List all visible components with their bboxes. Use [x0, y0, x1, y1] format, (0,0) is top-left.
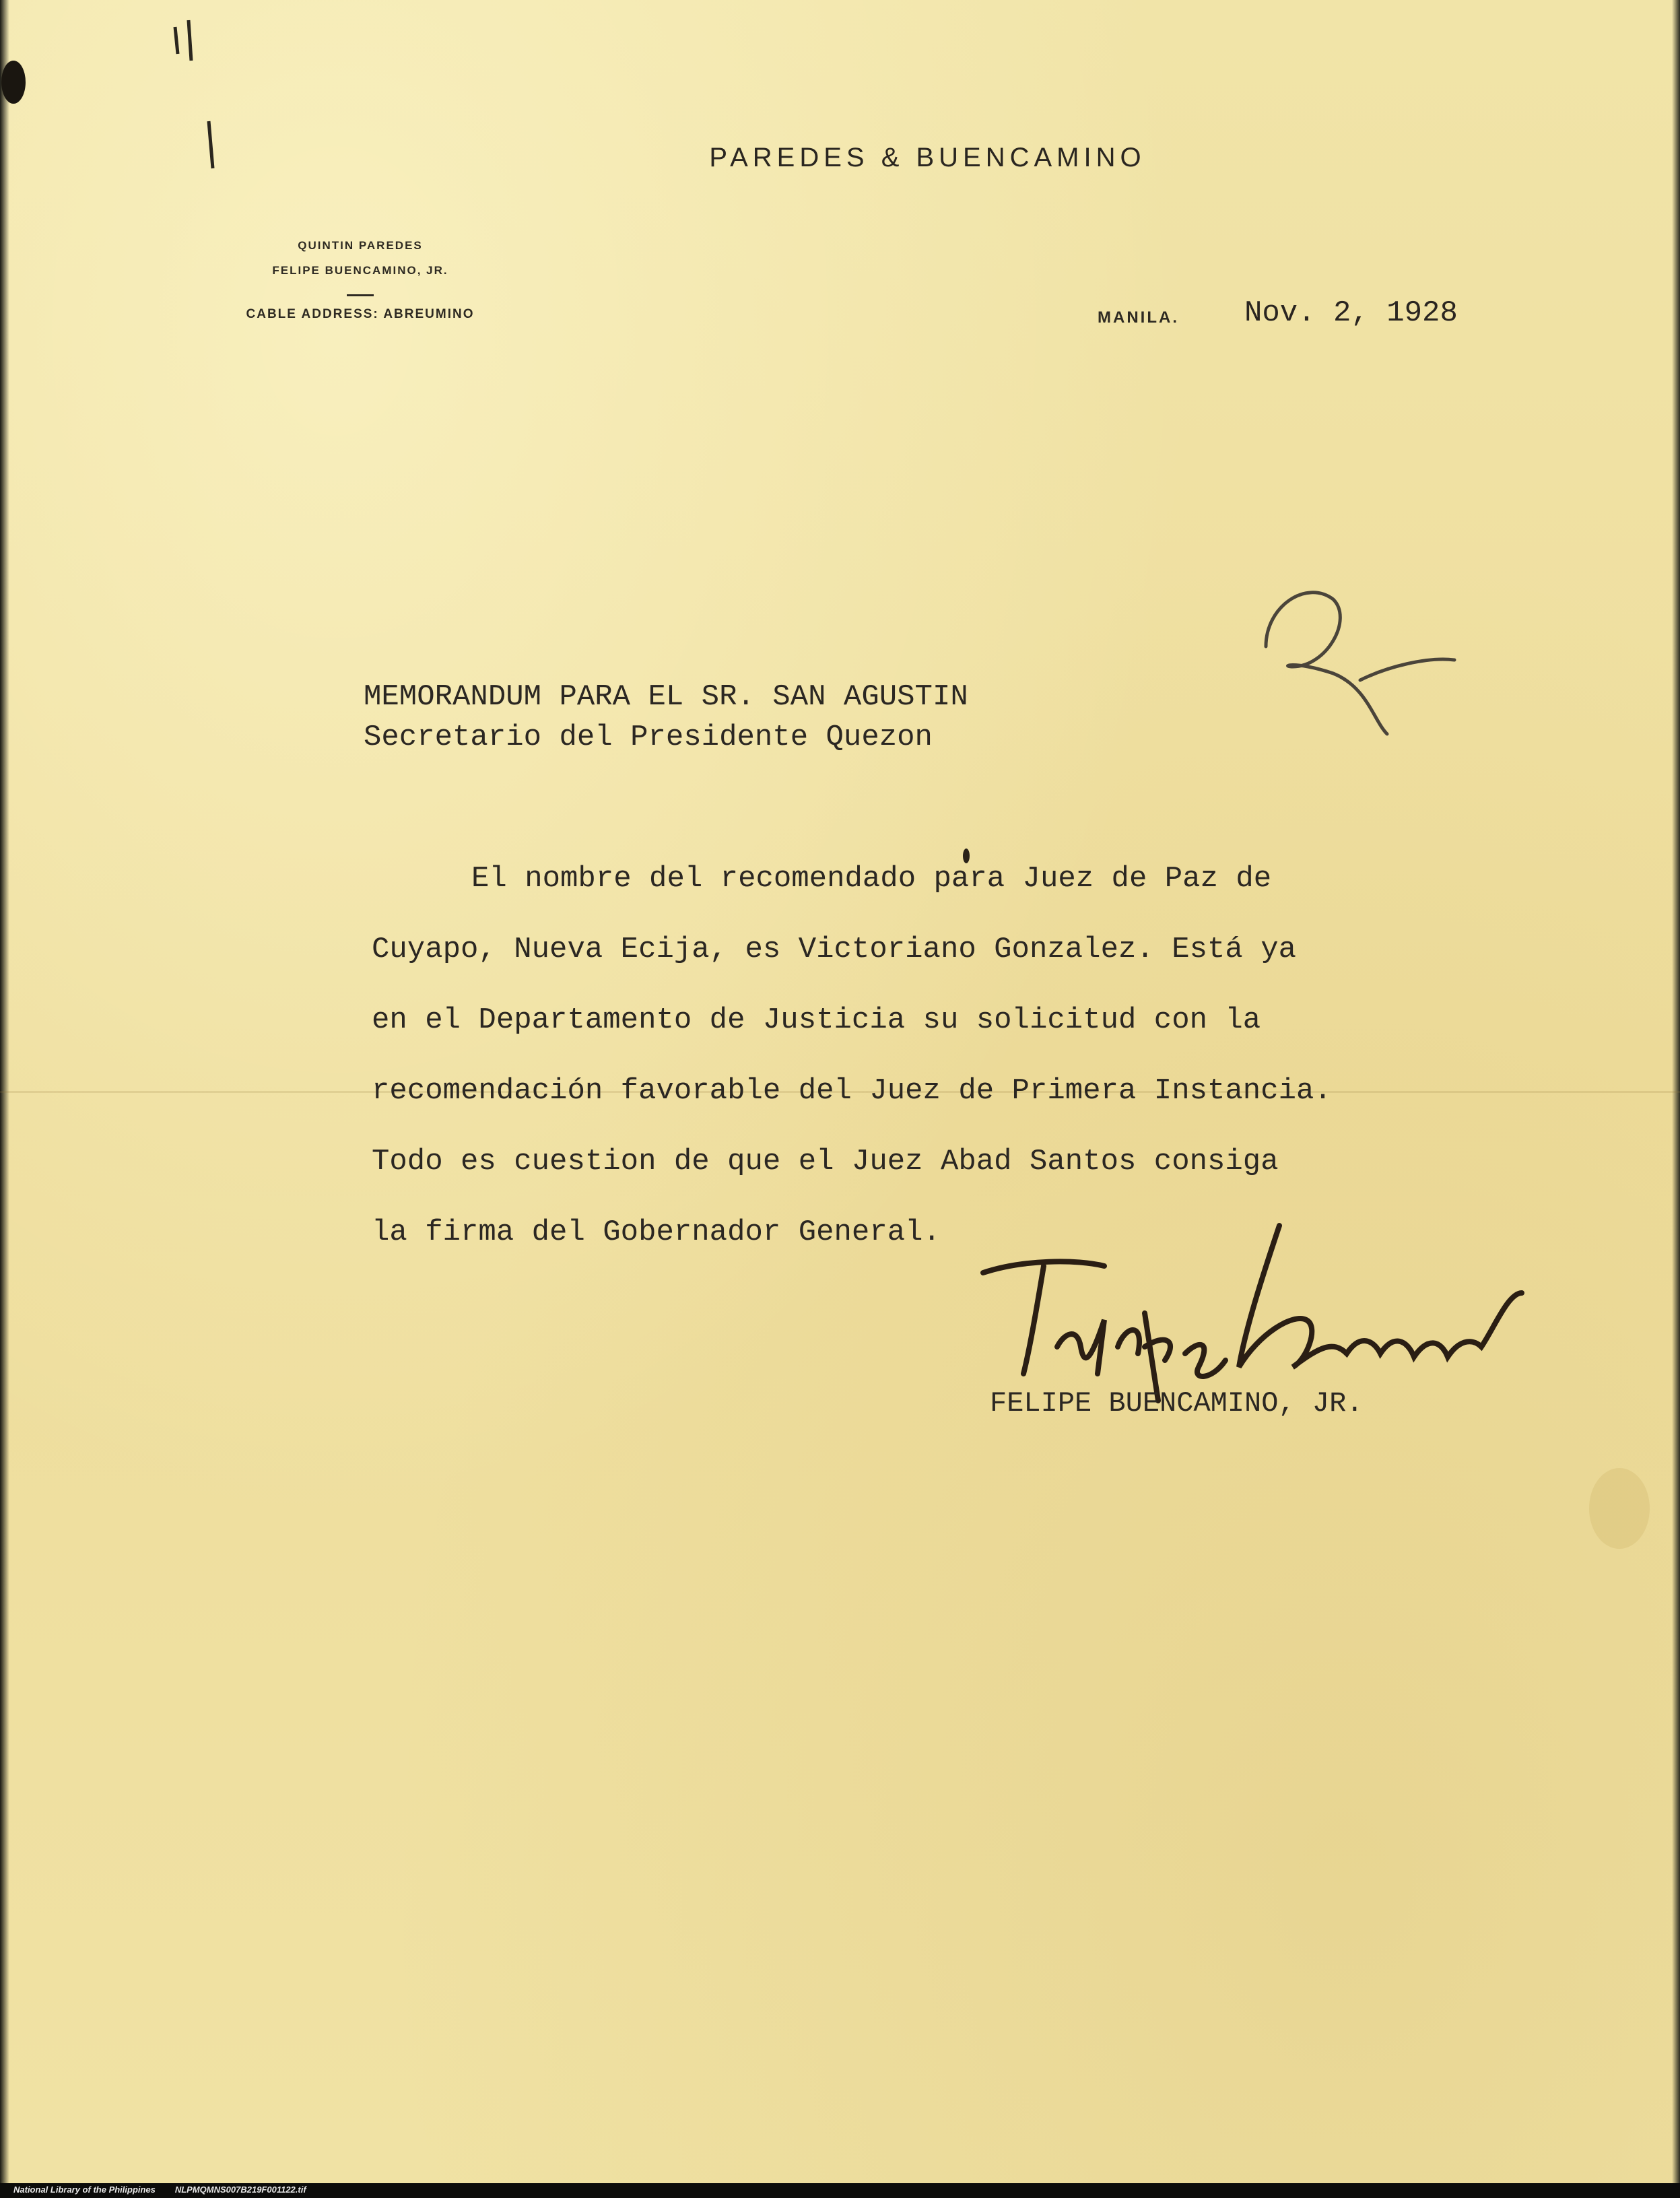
- body-line: El nombre del recomendado para Juez de Paz de: [471, 862, 1272, 896]
- memo-recipient: MEMORANDUM PARA EL SR. SAN AGUSTIN: [364, 680, 968, 714]
- ink-stain: [1, 61, 26, 104]
- letterhead-firm: PAREDES & BUENCAMINO: [709, 143, 1146, 172]
- dateline-date: Nov. 2, 1928: [1244, 296, 1458, 330]
- paper-stain: [1589, 1468, 1650, 1549]
- handwritten-signature: [943, 1212, 1522, 1414]
- body-line: Todo es cuestion de que el Juez Abad Santos consiga: [372, 1145, 1279, 1178]
- pencil-initial-mark: [1252, 566, 1468, 741]
- letterhead-divider: [347, 294, 374, 296]
- footer-file: NLPMQMNS007B219F001122.tif: [174, 2185, 306, 2195]
- ink-speck: [963, 848, 970, 863]
- memo-recipient-title: Secretario del Presidente Quezon: [364, 721, 933, 754]
- body-line: en el Departamento de Justicia su solicitud con la: [372, 1003, 1261, 1037]
- scan-edge-right: [1672, 0, 1680, 2198]
- letterhead-partner: FELIPE BUENCAMINO, JR.: [272, 264, 448, 277]
- letterhead-partner: QUINTIN PAREDES: [298, 239, 423, 252]
- letterhead-cable-address: CABLE ADDRESS: ABREUMINO: [246, 307, 475, 321]
- dateline-city: MANILA.: [1098, 308, 1179, 327]
- typed-signature: FELIPE BUENCAMINO, JR.: [990, 1387, 1364, 1420]
- body-line: recomendación favorable del Juez de Primera Instancia.: [372, 1074, 1332, 1108]
- scan-edge-left: [0, 0, 9, 2198]
- footer-institution: National Library of the Philippines: [13, 2185, 156, 2195]
- scan-footer-text: [13, 2185, 306, 2195]
- body-line: la firma del Gobernador General.: [372, 1215, 941, 1249]
- body-line: Cuyapo, Nueva Ecija, es Victoriano Gonzalez. Está ya: [372, 933, 1297, 966]
